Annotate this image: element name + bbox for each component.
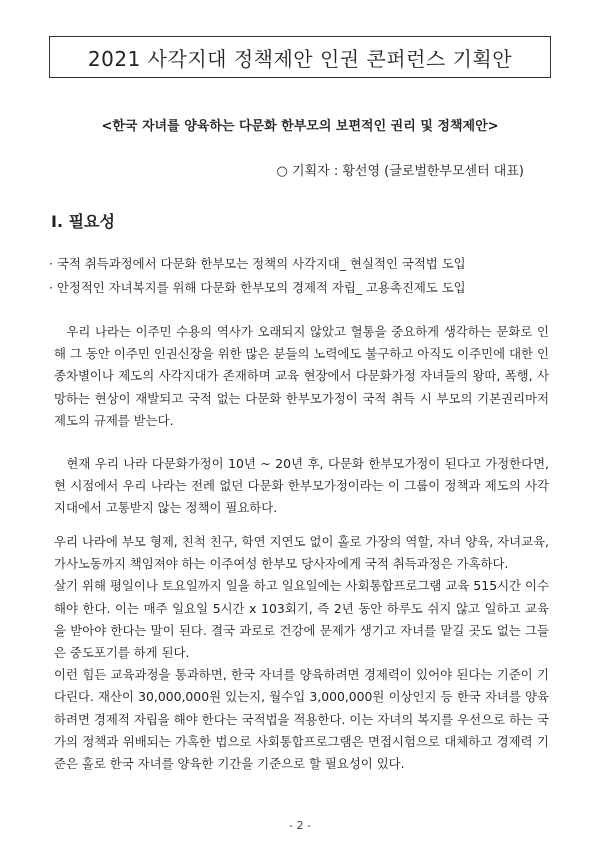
body-paragraph-group <box>54 531 549 775</box>
page-number: - 2 - <box>289 819 311 832</box>
body-paragraph: 현재 우리 나라 다문화가정이 10년 ~ 20년 후, 다문화 한부모가정이 된다고 가정한다면, 현 시점에서 우리 나라는 전례 없던 다문화 한부모가정이라는 이 그룹이 정책과 제도의 사각지대에서 고통받지 않는 정책이 필요하다. <box>54 456 549 516</box>
body-paragraph: 우리 나라에 부모 형제, 친척 친구, 학연 지연도 없이 홀로 가장의 역할, 자녀 양육, 자녀교육, 가사노동까지 책임져야 하는 이주여성 한부모 당사자에게 국적 취득과정은 가혹하다. <box>54 534 549 572</box>
body-paragraph: 살기 위해 평일이나 토요일까지 일을 하고 일요일에는 사회통합프로그램 교육 515시간 이수해야 한다. 이는 매주 일요일 5시간 x 103회기, 즉 2년 동안 하루도 쉬지 않고 일하고 교육을 받아야 한다는 말이 된다. 결국 과로로 건강에 문제가 생기고 자녀를 맡길 곳도 없는 그들은 중도포기를 하게 된다. <box>54 578 549 661</box>
bullet-item: · 안정적인 자녀복지를 위해 다문화 한부모의 경제적 자립_ 고용촉진제도 도입 <box>49 280 466 295</box>
bullet-item: · 국적 취득과정에서 다문화 한부모는 정책의 사각지대_ 현실적인 국적법 도입 <box>49 256 466 271</box>
document-title: 2021 사각지대 정책제안 인권 콘퍼런스 기획안 <box>87 46 513 71</box>
document-subtitle: <한국 자녀를 양육하는 다문화 한부모의 보편적인 권리 및 정책제안> <box>101 119 499 134</box>
bullet-list <box>49 252 559 300</box>
section-heading: Ⅰ. 필요성 <box>51 212 115 231</box>
document-title-box <box>49 36 551 78</box>
body-paragraph: 이런 힘든 교육과정을 통과하면, 한국 자녀를 양육하려면 경제력이 있어야 된다는 기준이 기다린다. 재산이 30,000,000원 있는지, 월수입 3,000,000원 이상인지 등 한국 자녀를 양육하려면 경제적 자립을 해야 한다는 국적법을 적용한다. 이는 자녀의 복지를 우선으로 하는 국가의 정책과 위배되는 가혹한 법으로 사회통합프로그램은 면접시험으로 대체하고 경제력 기준은 홀로 한국 자녀를 양육한 기간을 기준으로 할 필요성이 있다. <box>54 667 549 772</box>
body-paragraph: 우리 나라는 이주민 수용의 역사가 오래되지 않았고 혈통을 중요하게 생각하는 문화로 인해 그 동안 이주민 인권신장을 위한 많은 분들의 노력에도 불구하고 아직도 이주민에 대한 인종차별이나 제도의 사각지대가 존재하며 교육 현장에서 다문화가정 자녀들의 왕따, 폭행, 사망하는 현상이 재발되고 국적 없는 다문화 한부모가정이 국적 취득 시 부모의 기본권리마저 제도의 규제를 받는다. <box>54 324 549 428</box>
planner-line: ○ 기획자 : 황선영 (글로벌한부모센터 대표) <box>276 164 524 179</box>
